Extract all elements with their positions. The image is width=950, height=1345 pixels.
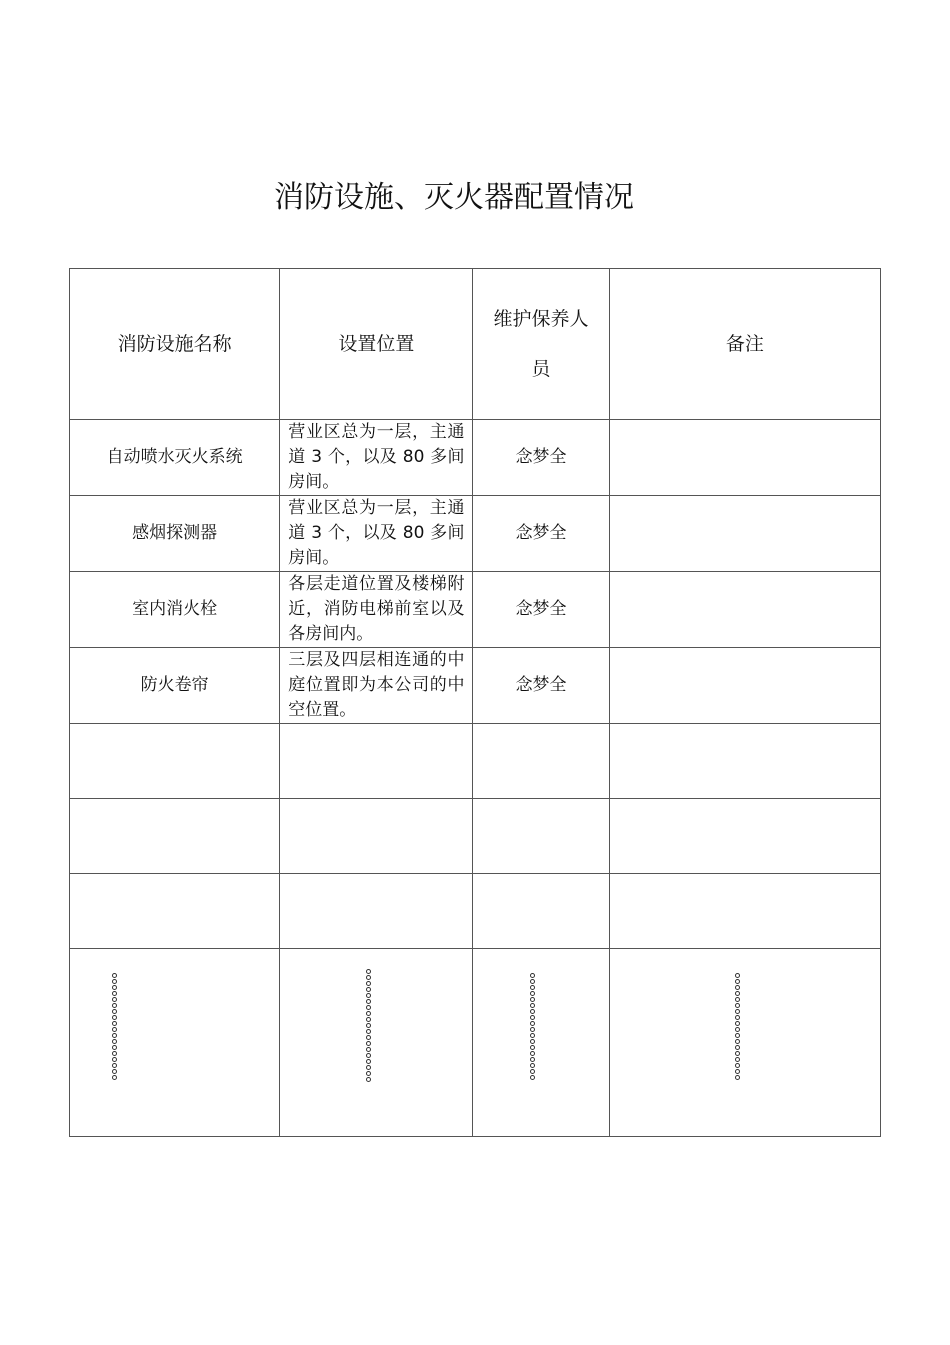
dot-leader-cell [70, 949, 280, 1137]
dot-leader [530, 973, 538, 1080]
leader-dot [530, 991, 535, 996]
table-row [70, 648, 881, 724]
maintenance-staff: 念梦全 [473, 648, 609, 724]
maintenance-staff: 念梦全 [473, 572, 609, 648]
empty-cell [609, 799, 880, 874]
leader-dot [366, 1047, 371, 1052]
leader-dot [366, 975, 371, 980]
fire-facilities-table [69, 268, 881, 1137]
facility-name: 室内消火栓 [70, 572, 280, 648]
empty-cell [280, 799, 473, 874]
table-row [70, 496, 881, 572]
leader-dot [366, 987, 371, 992]
dot-leader-row [70, 949, 881, 1137]
leader-dot [530, 1003, 535, 1008]
leader-dot [112, 997, 117, 1002]
leader-dot [366, 1059, 371, 1064]
dot-leader [112, 973, 120, 1080]
leader-dot [735, 1045, 740, 1050]
empty-cell [609, 874, 880, 949]
facility-location: 三层及四层相连通的中庭位置即为本公司的中空位置。 [280, 648, 473, 724]
leader-dot [366, 1071, 371, 1076]
facility-note [609, 496, 880, 572]
leader-dot [735, 1057, 740, 1062]
leader-dot [735, 1003, 740, 1008]
facility-name: 感烟探测器 [70, 496, 280, 572]
maintenance-staff: 念梦全 [473, 420, 609, 496]
leader-dot [112, 985, 117, 990]
facility-location: 营业区总为一层，主通道 3 个，以及 80 多间房间。 [280, 496, 473, 572]
table-row [70, 572, 881, 648]
facility-location: 营业区总为一层，主通道 3 个，以及 80 多间房间。 [280, 420, 473, 496]
empty-cell [70, 799, 280, 874]
leader-dot [112, 1063, 117, 1068]
facility-note [609, 572, 880, 648]
leader-dot [112, 1069, 117, 1074]
leader-dot [530, 997, 535, 1002]
leader-dot [366, 1023, 371, 1028]
leader-dot [366, 993, 371, 998]
leader-dot [530, 985, 535, 990]
dot-leader-cell [609, 949, 880, 1137]
table-row [70, 420, 881, 496]
leader-dot [530, 1051, 535, 1056]
leader-dot [366, 1029, 371, 1034]
leader-dot [112, 1003, 117, 1008]
leader-dot [366, 1005, 371, 1010]
leader-dot [735, 1075, 740, 1080]
leader-dot [735, 1051, 740, 1056]
header-location: 设置位置 [280, 269, 473, 420]
empty-cell [473, 874, 609, 949]
leader-dot [366, 1077, 371, 1082]
empty-cell [473, 724, 609, 799]
leader-dot [530, 1027, 535, 1032]
leader-dot [112, 1051, 117, 1056]
leader-dot [530, 1021, 535, 1026]
leader-dot [735, 1063, 740, 1068]
leader-dot [735, 1039, 740, 1044]
empty-cell [280, 724, 473, 799]
leader-dot [530, 1045, 535, 1050]
empty-table-row [70, 724, 881, 799]
header-staff [473, 269, 609, 420]
leader-dot [530, 979, 535, 984]
leader-dot [735, 1009, 740, 1014]
facility-note [609, 648, 880, 724]
leader-dot [530, 973, 535, 978]
facility-note [609, 420, 880, 496]
dot-leader [735, 973, 743, 1080]
leader-dot [366, 969, 371, 974]
facility-location: 各层走道位置及楼梯附近，消防电梯前室以及各房间内。 [280, 572, 473, 648]
empty-cell [70, 874, 280, 949]
leader-dot [112, 991, 117, 996]
leader-dot [530, 1039, 535, 1044]
leader-dot [112, 1045, 117, 1050]
leader-dot [735, 1021, 740, 1026]
leader-dot [112, 1075, 117, 1080]
empty-cell [70, 724, 280, 799]
leader-dot [530, 1015, 535, 1020]
empty-cell [280, 874, 473, 949]
header-staff-label: 维护保养人员 [493, 308, 589, 380]
leader-dot [366, 1041, 371, 1046]
table-header-row [70, 269, 881, 420]
leader-dot [112, 1009, 117, 1014]
dot-leader [366, 969, 374, 1082]
maintenance-staff: 念梦全 [473, 496, 609, 572]
leader-dot [112, 979, 117, 984]
leader-dot [530, 1069, 535, 1074]
empty-table-row [70, 799, 881, 874]
empty-table-row [70, 874, 881, 949]
leader-dot [735, 979, 740, 984]
leader-dot [112, 1021, 117, 1026]
empty-cell [473, 799, 609, 874]
leader-dot [735, 1027, 740, 1032]
dot-leader-cell [280, 949, 473, 1137]
leader-dot [530, 1063, 535, 1068]
leader-dot [366, 1065, 371, 1070]
leader-dot [112, 1027, 117, 1032]
facility-name: 自动喷水灭火系统 [70, 420, 280, 496]
leader-dot [735, 1015, 740, 1020]
leader-dot [112, 1039, 117, 1044]
leader-dot [366, 1017, 371, 1022]
leader-dot [735, 1069, 740, 1074]
leader-dot [366, 1011, 371, 1016]
page-title: 消防设施、灭火器配置情况 [274, 180, 634, 215]
leader-dot [735, 991, 740, 996]
empty-cell [609, 724, 880, 799]
leader-dot [735, 973, 740, 978]
dot-leader-cell [473, 949, 609, 1137]
leader-dot [735, 997, 740, 1002]
facility-name: 防火卷帘 [70, 648, 280, 724]
leader-dot [112, 1033, 117, 1038]
leader-dot [735, 1033, 740, 1038]
leader-dot [366, 981, 371, 986]
leader-dot [735, 985, 740, 990]
leader-dot [530, 1033, 535, 1038]
leader-dot [112, 1015, 117, 1020]
leader-dot [530, 1075, 535, 1080]
header-facility-name: 消防设施名称 [70, 269, 280, 420]
leader-dot [530, 1057, 535, 1062]
leader-dot [366, 999, 371, 1004]
header-note: 备注 [609, 269, 880, 420]
leader-dot [366, 1053, 371, 1058]
leader-dot [530, 1009, 535, 1014]
leader-dot [366, 1035, 371, 1040]
leader-dot [112, 973, 117, 978]
leader-dot [112, 1057, 117, 1062]
